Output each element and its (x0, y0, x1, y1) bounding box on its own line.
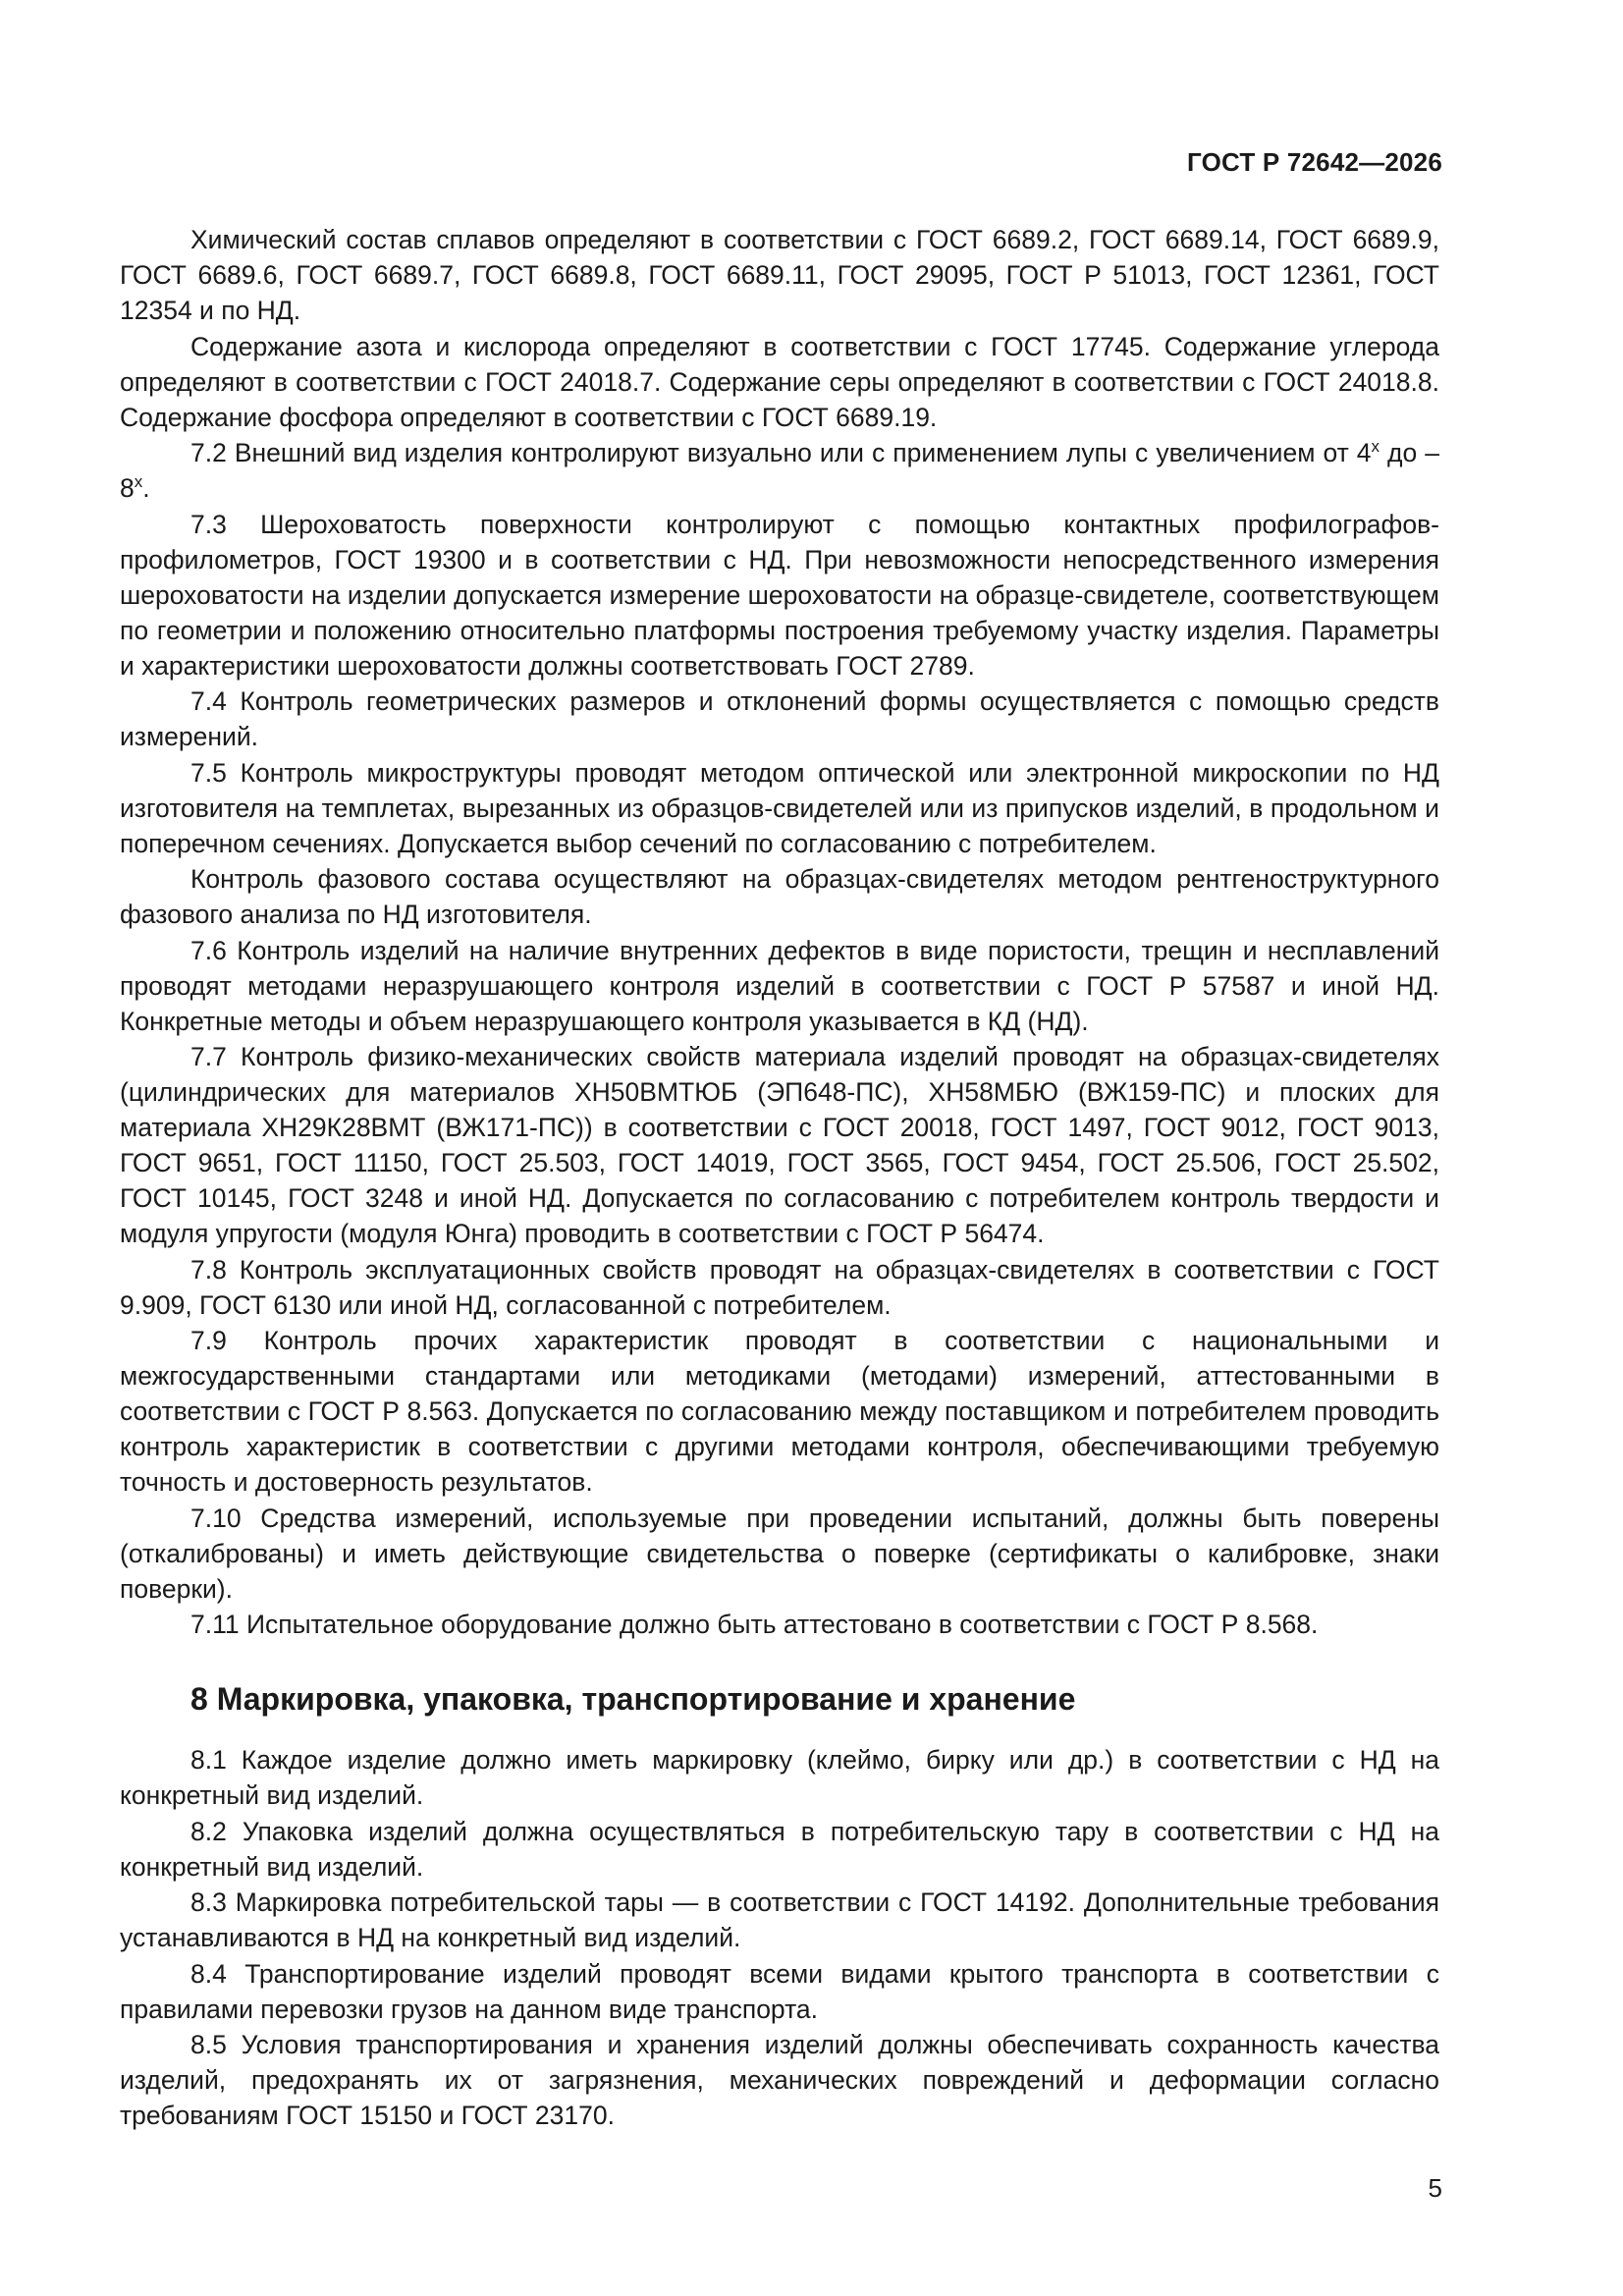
paragraph: Химический состав сплавов определяют в соответствии с ГОСТ 6689.2, ГОСТ 6689.14, ГОСТ 6689.9, ГОСТ 6689.6, ГОСТ 6689.7, ГОСТ 6689.8, ГОСТ 6689.11, ГОСТ 29095, ГОСТ Р 51013, ГОСТ 12361, ГОСТ 12354 и по НД. (120, 225, 1439, 325)
section-heading: 8 Маркировка, упаковка, транспортирование и хранение (190, 1681, 1076, 1717)
paragraph-7-2 (120, 435, 1439, 506)
paragraph-7-9: 7.9 Контроль прочих характеристик проводят в соответствии с национальными и межгосударственными стандартами или методиками (методами) измерений, аттестованными в соответствии с ГОСТ Р 8.563. Допускается по согласованию между поставщиком и потребителем проводить контроль характеристик в соответствии с другими методами контроля, обеспечивающими требуемую точность и достоверность результатов. (120, 1326, 1439, 1497)
paragraph-8-3: 8.3 Маркировка потребительской тары — в соответствии с ГОСТ 14192. Дополнительные требования устанавливаются в НД на конкретный вид изделий. (120, 1887, 1439, 1952)
paragraph-7-8: 7.8 Контроль эксплуатационных свойств проводят на образцах-свидетелях в соответствии с ГОСТ 9.909, ГОСТ 6130 или иной НД, согласованной с потребителем. (120, 1254, 1439, 1320)
paragraph-8-4: 8.4 Транспортирование изделий проводят всеми видами крытого транспорта в соответствии с правилами перевозки грузов на данном виде транспорта. (120, 1958, 1439, 2024)
paragraph-7-7: 7.7 Контроль физико-механических свойств материала изделий проводят на образцах-свидетелях (цилиндрических для материалов ХН50ВМТЮБ (ЭП648-ПС), ХН58МБЮ (ВЖ159-ПС) и плоских для материала ХН29К28ВМТ (ВЖ171-ПС)) в соответствии с ГОСТ 20018, ГОСТ 1497, ГОСТ 9012, ГОСТ 9013, ГОСТ 9651, ГОСТ 11150, ГОСТ 25.503, ГОСТ 14019, ГОСТ 3565, ГОСТ 9454, ГОСТ 25.506, ГОСТ 25.502, ГОСТ 10145, ГОСТ 3248 и иной НД. Допускается по согласованию с потребителем контроль твердости и модуля упругости (модуля Юнга) проводить в соответствии с ГОСТ Р 56474. (120, 1042, 1439, 1248)
paragraph-7-4: 7.4 Контроль геометрических размеров и отклонений формы осуществляется с помощью средств измерений. (120, 686, 1439, 751)
paragraph-text: до –8 (120, 438, 1439, 503)
paragraph-7-11: 7.11 Испытательное оборудование должно быть аттестовано в соответствии с ГОСТ Р 8.568. (190, 1610, 1319, 1639)
paragraph: Контроль фазового состава осуществляют на образцах-свидетелях методом рентгеноструктурного фазового анализа по НД изготовителя. (120, 864, 1439, 929)
paragraph: Содержание азота и кислорода определяют в соответствии с ГОСТ 17745. Содержание углерода определяют в соответствии с ГОСТ 24018.7. Содержание серы определяют в соответствии с ГОСТ 24018.8. Содержание фосфора определяют в соответствии с ГОСТ 6689.19. (120, 331, 1439, 432)
superscript: х (1371, 437, 1380, 456)
paragraph-7-10: 7.10 Средства измерений, используемые при проведении испытаний, должны быть поверены (откалиброваны) и иметь действующие свидетельства о поверке (сертификаты о калибровке, знаки поверки). (120, 1503, 1439, 1604)
paragraph-7-3: 7.3 Шероховатость поверхности контролируют с помощью контактных профилографов-профилометров, ГОСТ 19300 и в соответствии с НД. При невозможности непосредственного измерения шероховатости на изделии допускается измерение шероховатости на образце-свидетеле, соответствующем по геометрии и положению относительно платформы построения требуемому участку изделия. Параметры и характеристики шероховатости должны соответствовать ГОСТ 2789. (120, 509, 1439, 681)
standard-id-header: ГОСТ Р 72642—2026 (1187, 147, 1442, 177)
paragraph-7-6: 7.6 Контроль изделий на наличие внутренних дефектов в виде пористости, трещин и несплавлений проводят методами неразрушающего контроля изделий в соответствии с ГОСТ Р 57587 и иной НД. Конкретные методы и объем неразрушающего контроля указывается в КД (НД). (120, 935, 1439, 1036)
page-number: 5 (1428, 2173, 1442, 2203)
document-body (120, 222, 1439, 2134)
paragraph-8-5: 8.5 Условия транспортирования и хранения изделий должны обеспечивать сохранность качества изделий, предохранять их от загрязнения, механических повреждений и деформации согласно требованиям ГОСТ 15150 и ГОСТ 23170. (120, 2030, 1439, 2130)
paragraph-text: . (142, 473, 150, 503)
paragraph-8-1: 8.1 Каждое изделие должно иметь маркировку (клеймо, бирку или др.) в соответствии с НД на конкретный вид изделий. (120, 1745, 1439, 1810)
paragraph-7-5: 7.5 Контроль микроструктуры проводят методом оптической или электронной микроскопии по НД изготовителя на темплетах, вырезанных из образцов-свидетелей или из припусков изделий, в продольном и поперечном сечениях. Допускается выбор сечений по согласованию с потребителем. (120, 757, 1439, 858)
paragraph-8-2: 8.2 Упаковка изделий должна осуществляться в потребительскую тару в соответствии с НД на конкретный вид изделий. (120, 1816, 1439, 1882)
paragraph-text: 7.2 Внешний вид изделия контролируют визуально или с применением лупы с увеличением от 4 (190, 438, 1372, 467)
superscript: х (134, 472, 143, 491)
